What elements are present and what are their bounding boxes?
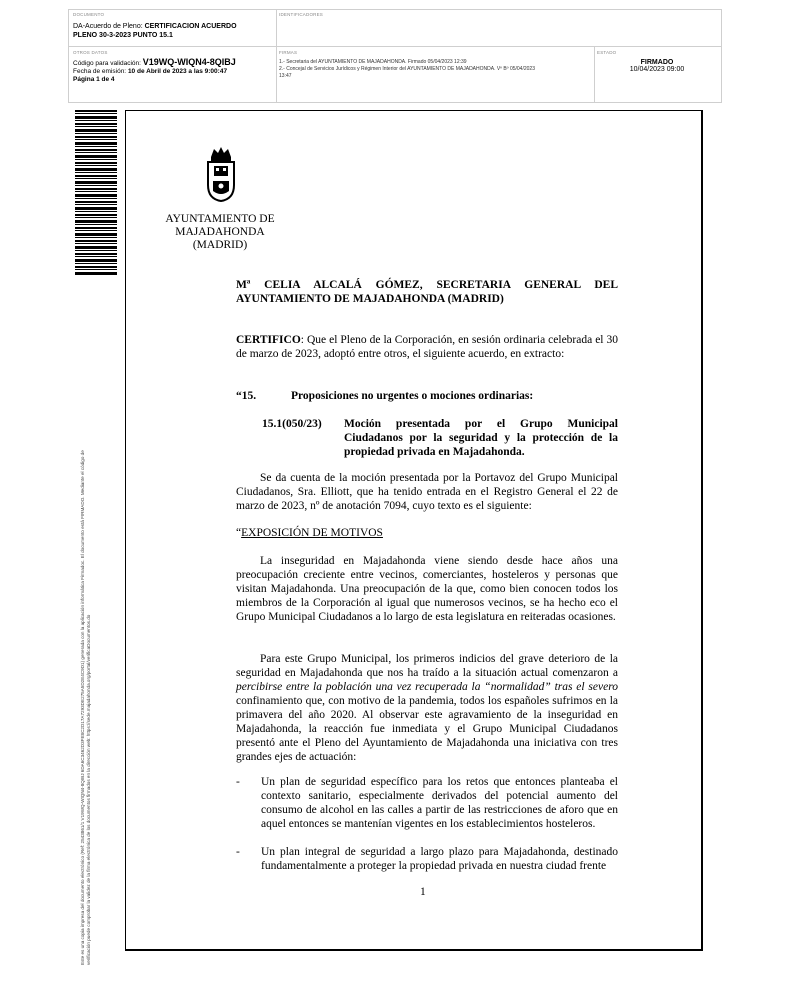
bullet-text-1: Un plan de seguridad específico para los retos que entonces planteaba el contexto sanitario, especialmente derivados del potencial aumento del consumo de alcohol en las calles a partir de las restricciones de aforo que en aquel entonces se mantenían vigentes en los establecimientos hosteleros. [261, 776, 618, 830]
sidetext-line-2: verificación puede comprobar la validez de la firma electrónica de los documentos firmados en la dirección web: https://sede.majadahonda.org/portal/verificaDocumentos.do [86, 614, 91, 965]
documento-label: DOCUMENTO [73, 12, 105, 17]
pagina-label: Página 1 de 4 [73, 76, 115, 83]
exposicion-heading [236, 526, 618, 540]
paragraph-3-italic: percibirse entre la población una vez recuperada la “normalidad” tras el severo [236, 681, 618, 693]
estado-value: FIRMADO [640, 59, 674, 66]
certifico-paragraph [236, 333, 618, 361]
otros-datos-label: OTROS DATOS [73, 50, 108, 55]
documento-value: DA-Acuerdo de Pleno: CERTIFICACION ACUERDO PLENO 30-3-2023 PUNTO 15.1 [73, 23, 237, 39]
documento-title-b: PLENO 30-3-2023 PUNTO 15.1 [73, 32, 173, 39]
letterhead-line-2: MAJADAHONDA [175, 226, 265, 238]
codigo-label: Código para validación: [73, 60, 141, 67]
coat-of-arms-icon [205, 145, 237, 203]
codigo-row [73, 58, 273, 68]
documento-cell [73, 12, 273, 40]
exposicion-title: EXPOSICIÓN DE MOTIVOS [241, 527, 383, 539]
estado-cell [597, 50, 717, 73]
letterhead-line-1: AYUNTAMIENTO DE [165, 213, 275, 225]
fecha-value: 10 de Abril de 2023 a las 9:00:47 [127, 68, 228, 75]
paragraph-3: Para este Grupo Municipal, los primeros indicios del grave deterioro de la seguridad en Majadahonda que nos ha traído a la situación actual comenzaron a percibirse entre la población una vez recuperada la “normalidad” tras el severo confinamiento que, con motivo de la pandemia, todos los españoles sufrimos en la primavera del año 2020. Al observar este agravamiento de la inseguridad en Majadahonda, la reacción fue inmediata y el Grupo Municipal Ciudadanos presentó ante el Pleno del Ayuntamiento de Majadahonda una iniciativa con tres grandes ejes de actuación: [236, 653, 618, 763]
firma-2a: 2.- Concejal de Servicios Jurídicos y Régimen Interior del AYUNTAMIENTO DE MAJADAHONDA. Vº Bº 05/04/2023 [279, 66, 535, 72]
otros-datos-cell [73, 50, 273, 84]
estado-date: 10/04/2023 09:00 [629, 66, 685, 73]
firmas-list [279, 59, 591, 80]
bullet-item-2 [236, 845, 618, 873]
documento-title-a: CERTIFICACION ACUERDO [144, 23, 237, 30]
exposicion-quote: “ [236, 527, 242, 539]
bullet-item-1 [236, 775, 618, 831]
subitem-number: 15.1(050/23) [262, 418, 322, 430]
identificadores-cell [279, 12, 479, 17]
firmas-cell [279, 50, 591, 80]
letterhead-line-3: (MADRID) [192, 239, 248, 251]
bullet-dash: - [236, 846, 240, 858]
certifico-label: CERTIFICO [236, 334, 301, 346]
item-heading [236, 389, 618, 403]
fecha-label: Fecha de emisión: [73, 68, 127, 75]
document-heading: Mª CELIA ALCALÁ GÓMEZ, SECRETARIA GENERAL DEL AYUNTAMIENTO DE MAJADAHONDA (MADRID) [236, 279, 618, 305]
bullet-text-2: Un plan integral de seguridad a largo plazo para Majadahonda, destinado fundamentalmente a proteger la propiedad privada en nuestra ciudad frente [261, 846, 618, 872]
document-header [68, 9, 722, 103]
divider [69, 46, 721, 47]
page-number: 1 [420, 886, 426, 898]
firma-2b: 13:47 [279, 73, 292, 79]
firmas-label: FIRMAS [279, 50, 298, 55]
item-title: Proposiciones no urgentes o mociones ordinarias: [291, 390, 534, 402]
verification-sidetext [80, 265, 92, 965]
subitem-title: Moción presentada por el Grupo Municipal Ciudadanos por la seguridad y la protección de la propiedad privada en Majadahonda. [344, 418, 618, 458]
codigo-value: V19WQ-WIQN4-8QIBJ [142, 57, 236, 67]
item-number: “15. [236, 390, 257, 402]
estado-label: ESTADO [597, 50, 617, 55]
firma-1: 1.- Secretaria del AYUNTAMIENTO DE MAJADAHONDA. Firmado 05/04/2023 12:39 [279, 59, 467, 65]
divider [594, 46, 595, 102]
bullet-dash: - [236, 776, 240, 788]
fecha-row [73, 68, 273, 76]
paragraph-1: Se da cuenta de la moción presentada por la Portavoz del Grupo Municipal Ciudadanos, Sra. Elliott, que ha tenido entrada en el Registro General el 22 de marzo de 2023, nº de anotación 7094, cuyo texto es el siguiente: [236, 472, 618, 512]
divider [276, 10, 277, 46]
paragraph-2: La inseguridad en Majadahonda viene siendo desde hace años una preocupación creciente entre vecinos, comerciantes, hosteleros y personas que visitan Majadahonda. Una preocupación de la que, como bien conocen todos los miembros de la Corporación al igual que numerosos vecinos, se ha hecho eco el Grupo Municipal Ciudadanos a lo largo de esta legislatura en reiteradas ocasiones. [236, 555, 618, 623]
letterhead [160, 213, 280, 252]
barcode [75, 110, 117, 275]
sidetext-line-1: Este es una copia impresa del documento electrónico (Ref: 2543861/1 V19WQ-WIQN4-8QIBJ 6DA6C3462D3FE8C2D17A7293DE275A5D2E4C9D1) generada con la aplicación informática Firmadoc. El documento está FIRMADO. Mediante el código de [80, 450, 85, 965]
divider [276, 46, 277, 102]
identificadores-label: IDENTIFICADORES [279, 12, 324, 17]
subitem [262, 417, 618, 459]
certifico-text: : Que el Pleno de la Corporación, en sesión ordinaria celebrada el 30 de marzo de 2023, adoptó entre otros, el siguiente acuerdo, en extracto: [236, 334, 618, 360]
